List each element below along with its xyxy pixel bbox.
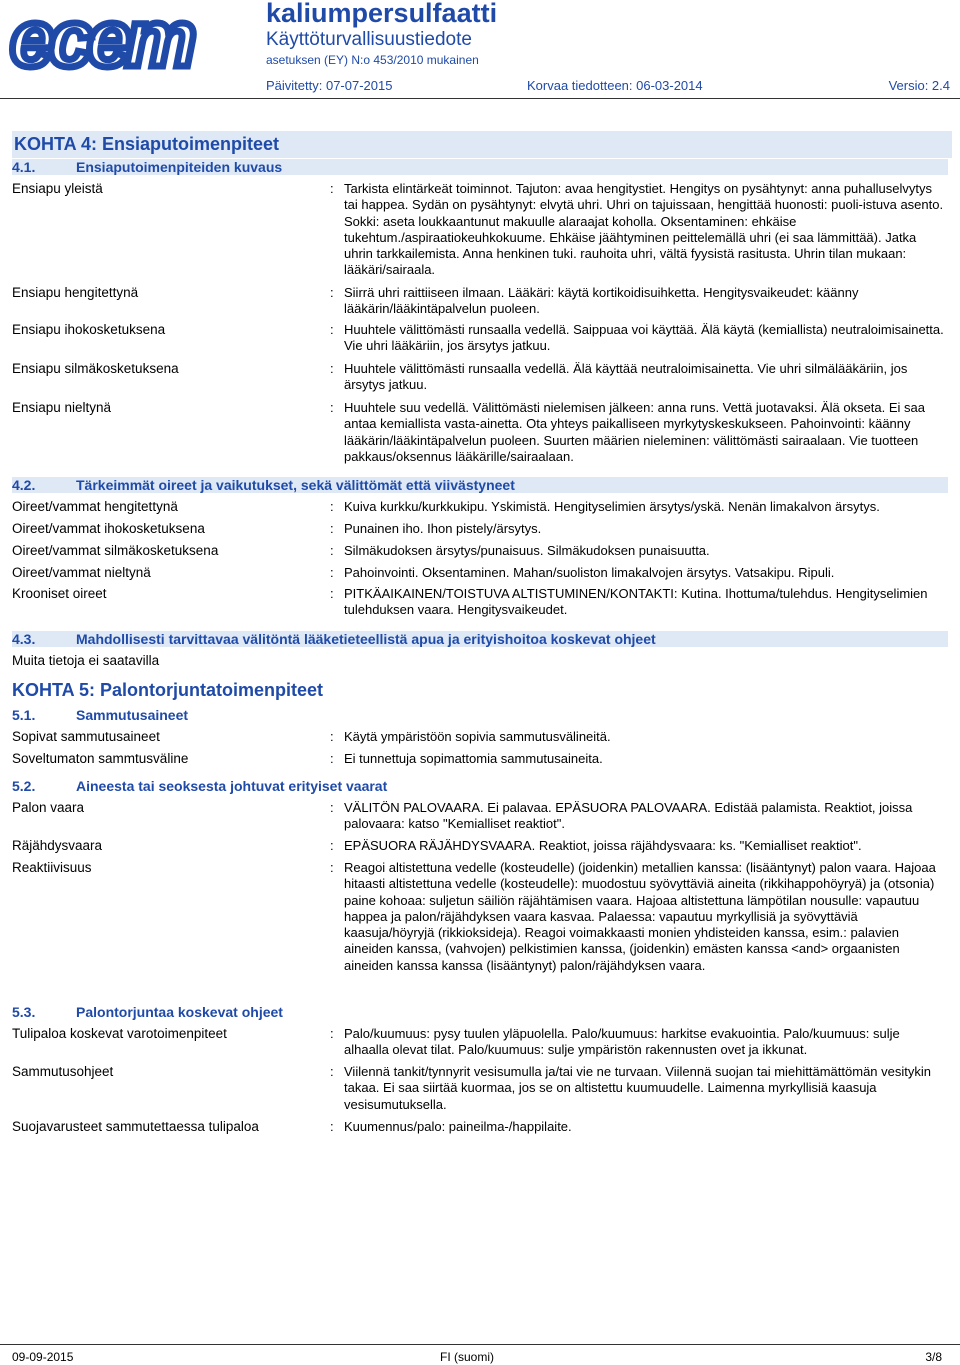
row-value: Silmäkudoksen ärsytys/punaisuus. Silmäkudoksen punaisuutta.: [344, 543, 710, 558]
row-colon: :: [330, 400, 334, 415]
version: Versio: 2.4: [888, 78, 950, 93]
row-label: Oireet/vammat hengitettynä: [12, 499, 178, 514]
subsection-number: 5.1.: [12, 707, 36, 723]
row-label: Räjähdysvaara: [12, 838, 103, 853]
row-colon: :: [330, 521, 334, 536]
row-value: Palo/kuumuus: pysy tuulen yläpuolella. Palo/kuumuus: harkitse evakuointia. Palo/kuumuus: sulje alhaalla olevat tilat. Palo/kuumuus: sulje ympäristön rakennusten ovet ja ikkunat.: [344, 1026, 900, 1058]
subsection-4-2: [12, 477, 948, 493]
row-label: Sammutusohjeet: [12, 1064, 114, 1079]
row-colon: :: [330, 322, 334, 337]
subsection-title: Sammutusaineet: [76, 707, 189, 723]
subsection-title: Ensiaputoimenpiteiden kuvaus: [76, 159, 283, 175]
row-label: Tulipaloa koskevat varotoimenpiteet: [12, 1026, 227, 1041]
row-value: Huuhtele välittömästi runsaalla vedellä. Saippuaa voi käyttää. Älä käytä (kemiallista) neutraloimisainetta. Vie uhri lääkäriin, jos ärsytys jatkuu.: [344, 322, 944, 354]
document-header: [0, 0, 960, 110]
row-label: Ensiapu nieltynä: [12, 400, 112, 415]
subsection-4-1: [12, 159, 948, 175]
row-colon: :: [330, 285, 334, 300]
row-value: Viilennä tankit/tynnyrit vesisumulla ja/tai vie ne turvaan. Viilennä suojan tai miehittämättömän vesitykin takaa. Ei saa siirtää kuormaa, jos se on altistettu kuumuudelle. Laimenna myrkyllisiä kaasuja vesisumutuksella.: [344, 1064, 931, 1112]
row-label: Ensiapu ihokosketuksena: [12, 322, 166, 337]
row-label: Ensiapu hengitettynä: [12, 285, 139, 300]
row-value: Kuiva kurkku/kurkkukipu. Yskimistä. Hengityselimien ärsytys/yskä. Nenän limakalvon ärsytys.: [344, 499, 880, 514]
row-label: Sopivat sammutusaineet: [12, 729, 160, 744]
subsection-number: 5.2.: [12, 778, 36, 794]
row-colon: :: [330, 800, 334, 815]
updated-date: Päivitetty: 07-07-2015: [266, 78, 393, 93]
subsection-5-1: [12, 707, 188, 723]
row-label: Reaktiivisuus: [12, 860, 92, 875]
document-subtitle: Käyttöturvallisuustiedote: [266, 29, 472, 50]
row-colon: :: [330, 499, 334, 514]
row-colon: :: [330, 586, 334, 601]
subsection-number: 4.2.: [12, 477, 36, 493]
subsection-number: 5.3.: [12, 1004, 36, 1020]
row-colon: :: [330, 181, 334, 196]
footer-divider: [0, 1344, 960, 1345]
subsection-number: 4.1.: [12, 159, 36, 175]
row-value: Punainen iho. Ihon pistely/ärsytys.: [344, 521, 542, 536]
subsection-5-2: [12, 778, 387, 794]
logo-text: ecem: [10, 4, 191, 78]
row-colon: :: [330, 838, 334, 853]
row-colon: :: [330, 860, 334, 875]
section-5-title: KOHTA 5: Palontorjuntatoimenpiteet: [12, 680, 324, 700]
row-label: Krooniset oireet: [12, 586, 107, 601]
row-value: Tarkista elintärkeät toiminnot. Tajuton: avaa hengitystiet. Hengitys on pysähtynyt: anna puhalluselvytys tai happea. Sydän on pysähtynyt: elvytä uhri. Uhri on tajuissaan, hengittää huonosti: puoli-istuva asento. Sokki: aseta loukkaantunut makuulle alaraajat koholla. Oksentaminen: ehkäise tukehtum./aspiraatiokeuhkokuume. Ehkäise jäähtyminen peittelemällä uhri (ei saa lämmittää). Jatka uhrin tarkkailemista. Anna henkinen tuki. rauhoita uhri, vältä fyysistä rasitusta. Uhrin tilan mukaan: lääkäri/sairaala.: [344, 181, 944, 278]
regulation-line: asetuksen (EY) N:o 453/2010 mukainen: [266, 53, 479, 67]
subsection-title: Mahdollisesti tarvittavaa välitöntä lääketieteellistä apua ja erityishoitoa koskevat ohjeet: [76, 631, 656, 647]
row-colon: :: [330, 361, 334, 376]
row-label: Oireet/vammat ihokosketuksena: [12, 521, 205, 536]
replaces-date: Korvaa tiedotteen: 06-03-2014: [527, 78, 703, 93]
row-value: Huuhtele suu vedellä. Välittömästi nielemisen jälkeen: anna runs. Vettä juotavaksi. Älä okseta. Ei saa antaa kemiallista vasta-ainetta. Ota yhteys paikalliseen myrkytyskeskukseen. Pahoinvointi: käänny lääkärin/lääkintäpalvelun puoleen. Suurten määrien nieleminen: välittömästi sairaalaan. Vie tuotteen pakkaus/oksennus lääkärille/sairaalaan.: [344, 400, 926, 464]
row-label: Suojavarusteet sammutettaessa tulipaloa: [12, 1119, 259, 1134]
row-label: Palon vaara: [12, 800, 85, 815]
row-value: Ei tunnettuja sopimattomia sammutusaineita.: [344, 751, 603, 766]
footer-date: 09-09-2015: [12, 1350, 74, 1364]
row-colon: :: [330, 1026, 334, 1041]
footer-language: FI (suomi): [440, 1350, 494, 1364]
row-value: Käytä ympäristöön sopivia sammutusvälineitä.: [344, 729, 611, 744]
footer-page-number: 3/8: [925, 1350, 942, 1364]
row-label: Ensiapu yleistä: [12, 181, 103, 196]
ecem-logo: [8, 4, 253, 78]
row-label: Soveltumaton sammtusväline: [12, 751, 189, 766]
subsection-title: Palontorjuntaa koskevat ohjeet: [76, 1004, 283, 1020]
subsection-4-3: [12, 631, 948, 647]
row-colon: :: [330, 751, 334, 766]
row-colon: :: [330, 565, 334, 580]
header-divider: [0, 98, 960, 99]
row-colon: :: [330, 543, 334, 558]
row-label: Oireet/vammat nieltynä: [12, 565, 151, 580]
row-value: Pahoinvointi. Oksentaminen. Mahan/suoliston limakalvojen ärsytys. Vatsakipu. Ripuli.: [344, 565, 835, 580]
row-value: Huuhtele välittömästi runsaalla vedellä. Älä käyttää neutraloimisainetta. Vie uhri silmälääkäriin, jos ärsytys jatkuu.: [344, 361, 908, 393]
row-colon: :: [330, 1064, 334, 1079]
section-4-title: KOHTA 4: Ensiaputoimenpiteet: [12, 131, 952, 158]
row-value: VÄLITÖN PALOVAARA. Ei palavaa. EPÄSUORA PALOVAARA. Edistää palamista. Reaktiot, joissa palovaara: katso "Kemialliset reaktiot".: [344, 800, 913, 832]
subsection-title: Aineesta tai seoksesta johtuvat erityiset vaarat: [76, 778, 388, 794]
subsection-number: 4.3.: [12, 631, 36, 647]
row-value: Kuumennus/palo: paineilma-/happilaite.: [344, 1119, 572, 1134]
row-colon: :: [330, 729, 334, 744]
row-colon: :: [330, 1119, 334, 1134]
row-value: EPÄSUORA RÄJÄHDYSVAARA. Reaktiot, joissa räjähdysvaara: ks. "Kemialliset reaktiot".: [344, 838, 862, 853]
document-title: kaliumpersulfaatti: [266, 0, 498, 28]
row-value: Siirrä uhri raittiiseen ilmaan. Lääkäri: käytä kortikoidisuihketta. Hengitysvaikeudet: käänny lääkärin/lääkintäpalvelun puoleen.: [344, 285, 859, 317]
row-value: PITKÄAIKAINEN/TOISTUVA ALTISTUMINEN/KONTAKTI: Kutina. Ihottuma/tulehdus. Hengityselimien tulehduksen vaara. Hengitysvaikeudet.: [344, 586, 928, 618]
row-label: Oireet/vammat silmäkosketuksena: [12, 543, 219, 558]
info-text: Muita tietoja ei saatavilla: [12, 653, 160, 668]
subsection-5-3: [12, 1004, 283, 1020]
row-value: Reagoi altistettuna vedelle (kosteudelle) (joidenkin) metallien kanssa: (lisääntynyt) palon vaara. Hajoaa hitaasti altistettuna vedelle (kosteudelle): muodostuu syövyttäviä aineita (rikkihappohöyryä) ja (otsonia) paine kohoaa: suljetun säiliön räjähtämisen vaara. Hajoaa altistettuna lämpötilan nousulle: vapautuu happea ja palon/räjähdyksen vaara kasvaa. Palaessa: vapautuu myrkyllisiä ja syövyttäviä kaasuja/höyryjä (rikkioksideja). Reagoi voimakkaasti monien yhdisteiden kanssa, esim.: palavien aineiden kanssa, (vahvojen) pelkistimien kanssa, (joidenkin) emästen kanssa <and> orgaanisten aineiden kanssa kanssa (lisääntynyt) palon/räjähdyksen vaara.: [344, 860, 936, 973]
row-label: Ensiapu silmäkosketuksena: [12, 361, 179, 376]
subsection-title: Tärkeimmät oireet ja vaikutukset, sekä välittömät että viivästyneet: [76, 477, 515, 493]
